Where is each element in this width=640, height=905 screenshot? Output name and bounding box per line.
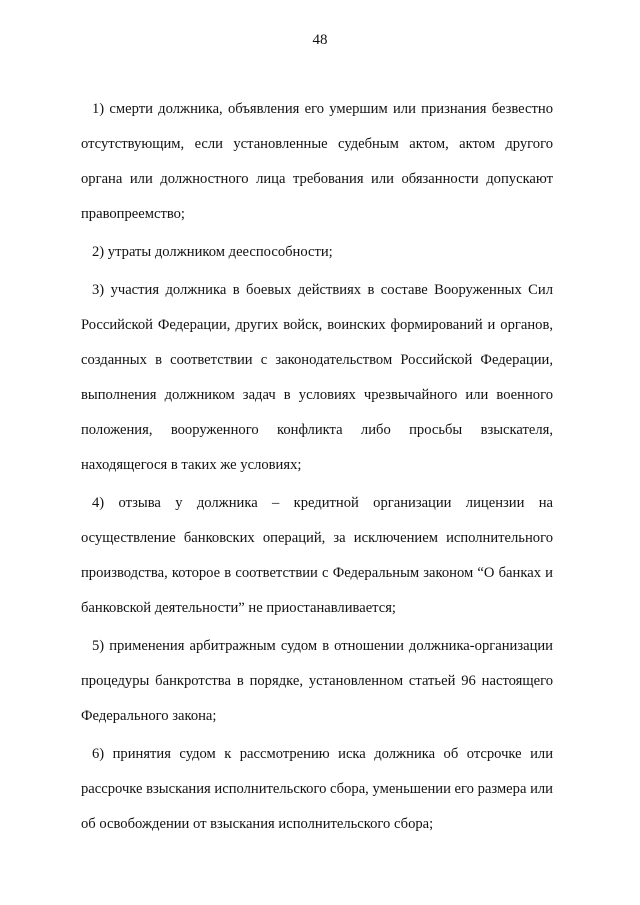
paragraph-3: 3) участия должника в боевых действиях в составе Вооруженных Сил Российской Федерации, других войск, воинских формирований и органов, созданных в соответствии с законодательством Российской Федерации, выполнения должником задач в условиях чрезвычайного или военного положения, вооруженного конфликта либо просьбы взыскателя, находящегося в таких же условиях; xyxy=(81,282,553,473)
paragraph-5: 5) применения арбитражным судом в отношении должника-организации процедуры банкротства в порядке, установленном статьей 96 настоящего Федерального закона; xyxy=(81,638,553,724)
paragraph-2: 2) утраты должником дееспособности; xyxy=(92,244,333,260)
document-body xyxy=(81,92,553,842)
paragraph-6: 6) принятия судом к рассмотрению иска должника об отсрочке или рассрочке взыскания исполнительского сбора, уменьшении его размера или об освобождении от взыскания исполнительского сбора; xyxy=(81,746,553,832)
paragraph-1: 1) смерти должника, объявления его умершим или признания безвестно отсутствующим, если установленные судебным актом, актом другого органа или должностного лица требования или обязанности допускают правопреемство; xyxy=(81,101,553,222)
paragraph-4: 4) отзыва у должника – кредитной организации лицензии на осуществление банковских операций, за исключением исполнительного производства, которое в соответствии с Федеральным законом “О банках и банковской деятельности” не приостанавливается; xyxy=(81,495,553,616)
page-number: 48 xyxy=(312,32,328,48)
